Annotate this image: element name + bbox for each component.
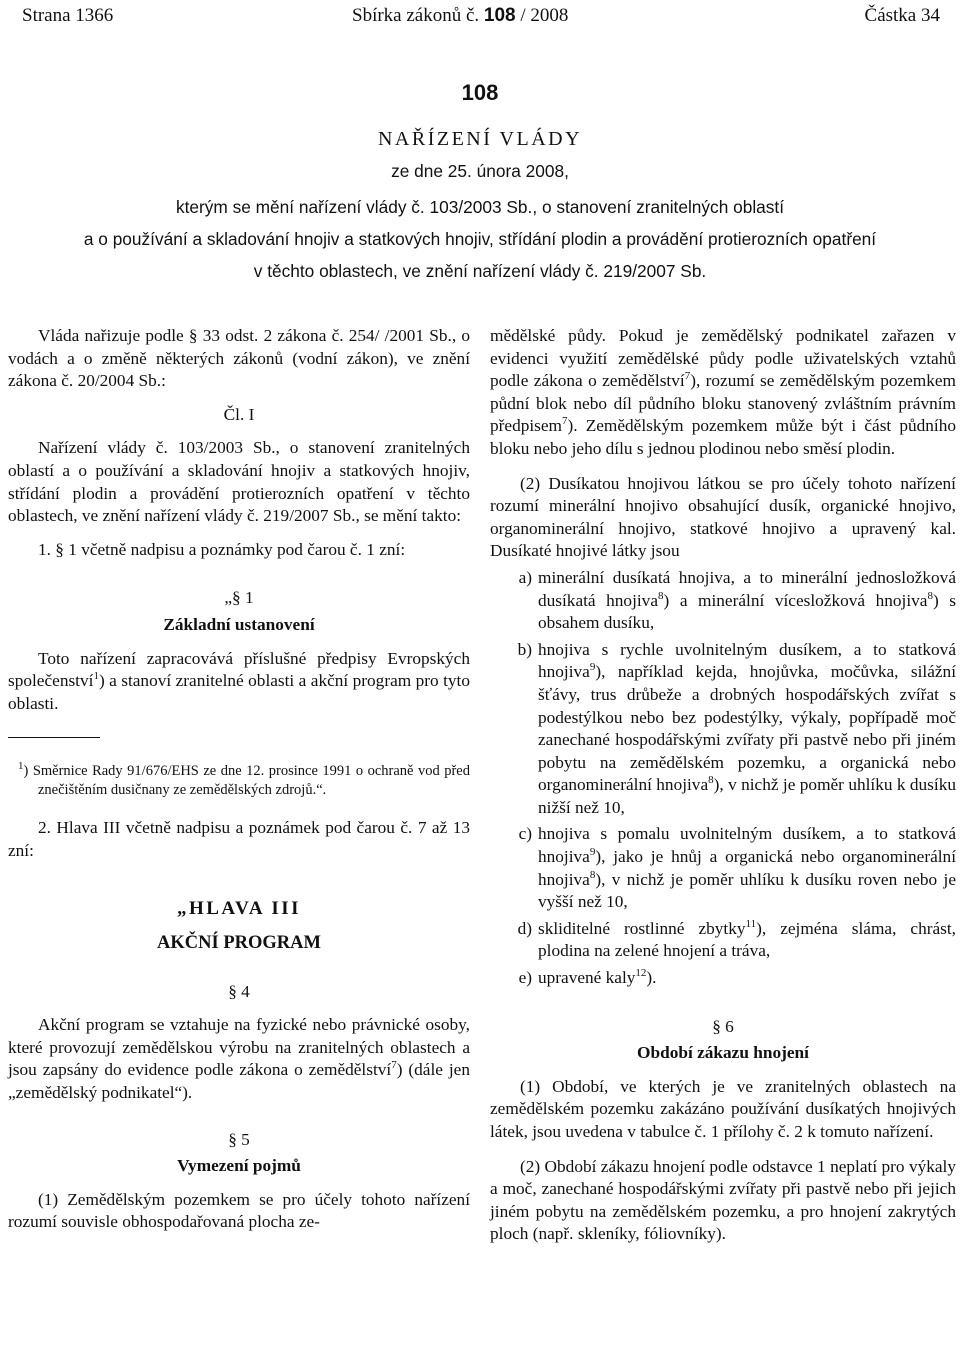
footnote-ref: 8 (658, 589, 664, 602)
footnote-ref: 8 (589, 868, 596, 881)
left-column (8, 325, 470, 1234)
list-item (490, 639, 956, 820)
footnote-ref: 9 (589, 661, 596, 674)
list-item-label: d) (517, 918, 532, 938)
footnote-text: ) Směrnice Rady 91/676/EHS ze dne 12. prosince 1991 o ochraně vod před znečištěním dusičnany ze zemědělských zdrojů.“. (23, 763, 470, 798)
footnote-ref: 11 (745, 918, 757, 931)
footnote-ref: 7 (562, 415, 568, 428)
section-1-text-a: Toto nařízení zapracovává příslušné předpisy Evropských společenství (8, 648, 470, 691)
list-item-fragment: hnojiva s rychle uvolnitelným dusíkem, a to statková hnojiva (538, 639, 956, 682)
list-item-label: a) (518, 567, 532, 587)
list-item (490, 918, 956, 963)
section-1-title: Základní ustanovení (163, 614, 315, 634)
section-1-text (8, 648, 470, 716)
regulation-date: ze dne 25. února 2008, (391, 161, 569, 181)
footnote-ref: 12 (635, 967, 647, 980)
footnote-ref: 7 (391, 1059, 397, 1072)
section-5-paragraph-1: (1) Zemědělským pozemkem se pro účely tohoto nařízení rozumí souvisle obhospodařovaná plocha ze- (8, 1189, 470, 1232)
section-5-paragraph-2: (2) Dusíkatou hnojivou látkou se pro účely tohoto nařízení rozumí minerální hnojivo obsahující dusík, organické hnojivo, organominerální hnojivo, statkové hnojivo a upravený kal. Dusíkaté hnojivé látky jsou (490, 473, 956, 561)
article-heading: Čl. I (223, 404, 255, 424)
list-item-fragment: ) a minerální vícesložková hnojiva (663, 590, 928, 610)
footnote-ref: 7 (684, 370, 691, 383)
section-5-title: Vymezení pojmů (177, 1156, 301, 1176)
list-item-fragment: ), v nichž je poměr uhlíku k dusíku roven nebo je vyšší než 10, (538, 869, 956, 912)
section-5-paragraph-1-cont (490, 325, 956, 461)
regulation-subject-3: v těchto oblastech, ve znění nařízení vlády č. 219/2007 Sb. (253, 261, 707, 281)
list-item-text (538, 639, 956, 820)
list-item-text (538, 967, 956, 990)
regulation-subject-2: a o používání a skladování hnojiv a statkových hnojiv, střídání plodin a provádění protierozních opatření (83, 229, 877, 249)
list-item-fragment: upravené kaly (538, 968, 636, 988)
section-1-number: „§ 1 (224, 588, 254, 608)
footnote-1 (8, 762, 470, 799)
footnote-rule (8, 737, 100, 738)
p1-text-b: ), rozumí se zemědělským pozemkem půdní blok nebo díl půdního bloku stanovený zvláštním právním předpisem (490, 371, 957, 436)
list-item-text (538, 567, 956, 635)
collection-label: Sbírka zákonů č. (352, 5, 480, 26)
section-6-number: § 6 (712, 1016, 734, 1036)
list-item-fragment: minerální dusíkatá hnojiva, a to minerální jednosložková dusíkatá hnojiva (538, 567, 956, 610)
list-item-fragment: ), v nichž je poměr uhlíku k dusíku nižší než 10, (538, 775, 956, 817)
chapter-title: AKČNÍ PROGRAM (157, 933, 321, 954)
footnote-ref: 8 (708, 774, 714, 787)
list-item-fragment: ), například kejda, hnojůvka, močůvka, silážní šťávy, trus drůbeže a drobných hospodářských zvířat s podestýlkou nebo bez podestýlky, výkaly, popřípadě moč zanechané hospodářskými zvířaty při pastvě nebo při jiném pobytu na zemědělském pozemku, a organická nebo organominerální hnojiva (538, 662, 956, 795)
list-item-fragment: skliditelné rostlinné zbytky (538, 918, 746, 938)
section-4-text (8, 1014, 470, 1104)
right-column (490, 325, 956, 1246)
regulation-number: 108 (461, 80, 499, 105)
amendment-intro: Nařízení vlády č. 103/2003 Sb., o stanovení zranitelných oblastí a o používání a skladování hnojiv a statkových hnojiv, střídání plodin a provádění protierozních opatření v těchto oblastech, ve znění nařízení vlády č. 219/2007 Sb., se mění takto: (8, 438, 470, 526)
list-item-label: c) (518, 824, 532, 844)
chapter-heading: „HLAVA III (176, 897, 302, 919)
section-6-title: Období zákazu hnojení (637, 1043, 809, 1063)
page-number: Strana 1366 (22, 5, 114, 26)
footnote-marker: 1 (18, 760, 24, 773)
amendment-point-2: 2. Hlava III včetně nadpisu a poznámek pod čarou č. 7 až 13 zní: (8, 818, 470, 860)
definition-list (490, 567, 956, 990)
list-item-text (538, 823, 956, 913)
footnote-ref: 9 (589, 846, 596, 859)
footnote-ref: 8 (927, 589, 933, 602)
list-item (490, 967, 956, 990)
collection-title (352, 5, 568, 27)
section-5-number: § 5 (228, 1129, 250, 1149)
footnote-ref: 1 (93, 670, 99, 683)
section-6-paragraph-1: (1) Období, ve kterých je ve zranitelných oblastech na zemědělském pozemku zakázáno používání dusíkatých hnojivých látek, jsou uvedena v tabulce č. 1 přílohy č. 2 k tomuto nařízení. (490, 1076, 956, 1141)
p1-text-c: ). Zemědělským pozemkem může být i část půdního bloku nebo jeho dílu s jednou plodinou nebo směsí plodin. (490, 416, 956, 458)
list-item (490, 823, 956, 913)
list-item-fragment: ). (646, 968, 657, 988)
list-item-fragment: ), jako je hnůj a organická nebo organominerální hnojiva (538, 847, 956, 889)
list-item-fragment: hnojiva s pomalu uvolnitelným dusíkem, a to statková hnojiva (538, 824, 956, 867)
list-item-fragment: ), zejména sláma, chrást, plodina na zelené hnojení a tráva, (538, 918, 956, 961)
section-1-text-b: ) a stanoví zranitelné oblasti a akční program pro tyto oblasti. (8, 671, 470, 713)
list-item-label: b) (517, 639, 532, 659)
regulation-heading: NAŘÍZENÍ VLÁDY (377, 128, 583, 150)
collection-number: 108 (483, 5, 516, 26)
collection-year: / 2008 (520, 5, 569, 26)
section-6-paragraph-2: (2) Období zákazu hnojení podle odstavce 1 neplatí pro výkaly a moč, zanechané hospodářskými zvířaty při pastvě nebo při jejich jiném pobytu na zemědělském pozemku, a pro hnojení zakrytých ploch (např. skleníky, fóliovníky). (490, 1156, 956, 1244)
list-item-text (538, 918, 956, 963)
regulation-subject-1: kterým se mění nařízení vlády č. 103/2003 Sb., o stanovení zranitelných oblastí (175, 197, 785, 217)
p1-text-a: mědělské půdy. Pokud je zemědělský podnikatel zařazen v evidenci využití zemědělské půdy podle uživatelských vztahů podle zákona o zemědělství (490, 326, 956, 391)
list-item (490, 567, 956, 635)
section-4-text-a: Akční program se vztahuje na fyzické nebo právnické osoby, které provozují zemědělskou výrobu na zranitelných oblastech a jsou zapsány do evidence podle zákona o zemědělství (8, 1015, 470, 1080)
amendment-point-1: 1. § 1 včetně nadpisu a poznámky pod čarou č. 1 zní: (38, 539, 406, 559)
list-item-label: e) (518, 968, 532, 988)
enacting-clause: Vláda nařizuje podle § 33 odst. 2 zákona č. 254/ /2001 Sb., o vodách a o změně některých zákonů (vodní zákon), ve znění zákona č. 20/2004 Sb.: (8, 326, 470, 391)
list-item-fragment: ) s obsahem dusíku, (538, 590, 956, 633)
section-4-number: § 4 (228, 981, 250, 1001)
part-number: Částka 34 (864, 5, 940, 26)
section-4-text-b: ) (dále jen „zemědělský podnikatel“). (8, 1060, 470, 1103)
